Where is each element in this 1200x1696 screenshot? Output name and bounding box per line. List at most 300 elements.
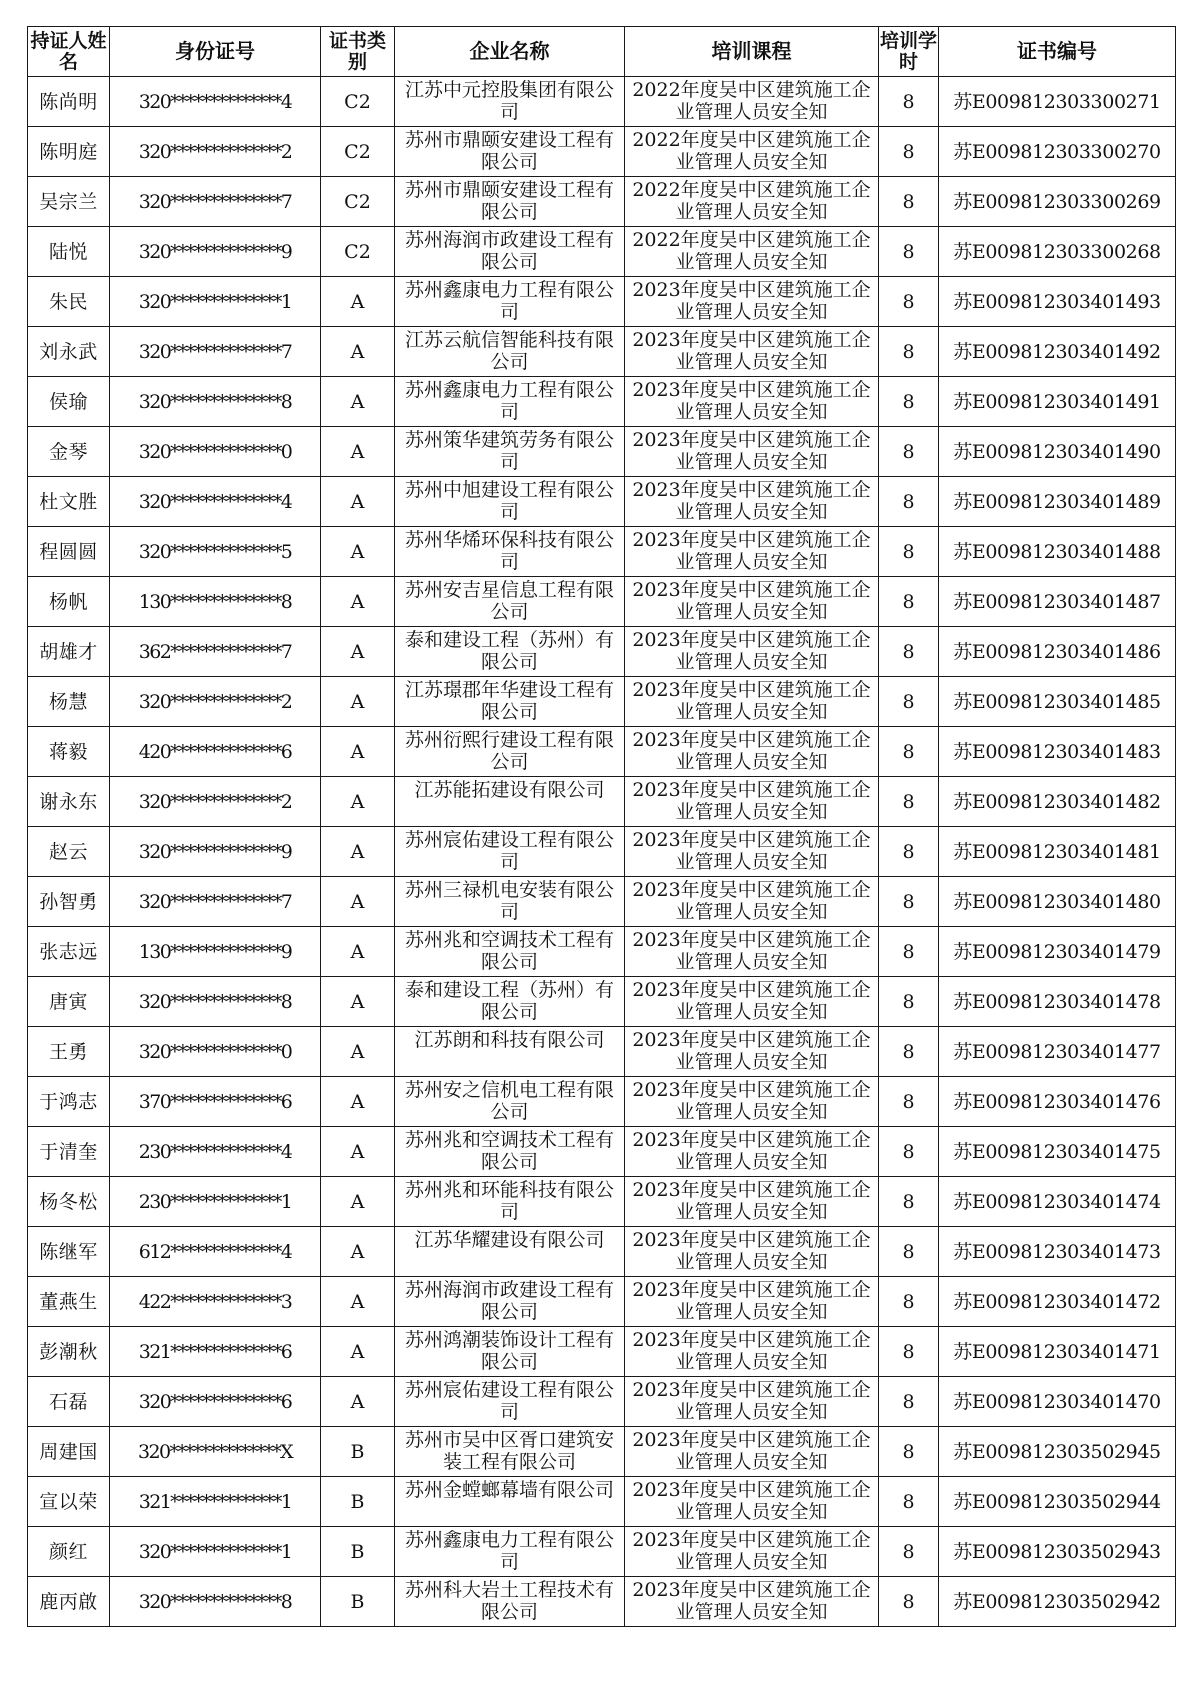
cell-certificate-number: 苏E009812303401483 bbox=[939, 727, 1176, 777]
cell-certificate-category: A bbox=[321, 1177, 395, 1227]
cell-company-name-text: 苏州安之信机电工程有限公司 bbox=[404, 1079, 614, 1123]
cell-certificate-category: C2 bbox=[321, 127, 395, 177]
cell-certificate-number: 苏E009812303300269 bbox=[939, 177, 1176, 227]
cell-training-hours: 8 bbox=[879, 77, 939, 127]
cell-id-number: 320**************X bbox=[110, 1427, 321, 1477]
cell-company-name-text: 苏州策华建筑劳务有限公司 bbox=[404, 429, 614, 473]
header-certificate-number: 证书编号 bbox=[939, 27, 1176, 77]
table-row bbox=[28, 927, 1176, 977]
cell-training-hours: 8 bbox=[879, 1277, 939, 1327]
table-row bbox=[28, 1277, 1176, 1327]
cell-training-course-text: 2023年度吴中区建筑施工企业管理人员安全知 bbox=[632, 579, 871, 623]
cell-training-course bbox=[625, 827, 879, 877]
cell-holder-name: 陈尚明 bbox=[28, 77, 110, 127]
cell-certificate-category: A bbox=[321, 1027, 395, 1077]
cell-company-name bbox=[395, 327, 625, 377]
cell-training-course-text: 2023年度吴中区建筑施工企业管理人员安全知 bbox=[632, 279, 871, 323]
table-row bbox=[28, 777, 1176, 827]
cell-training-course bbox=[625, 1477, 879, 1527]
cell-training-course bbox=[625, 577, 879, 627]
cell-training-course-text: 2023年度吴中区建筑施工企业管理人员安全知 bbox=[632, 479, 871, 523]
header-training-hours: 培训学时 bbox=[879, 27, 939, 77]
cell-holder-name: 朱民 bbox=[28, 277, 110, 327]
cell-company-name bbox=[395, 577, 625, 627]
cell-holder-name: 董燕生 bbox=[28, 1277, 110, 1327]
cell-company-name-text: 苏州宸佑建设工程有限公司 bbox=[404, 829, 614, 873]
cell-training-course-text: 2023年度吴中区建筑施工企业管理人员安全知 bbox=[632, 929, 871, 973]
cell-training-course bbox=[625, 1077, 879, 1127]
cell-certificate-number: 苏E009812303300271 bbox=[939, 77, 1176, 127]
cell-training-course-text: 2023年度吴中区建筑施工企业管理人员安全知 bbox=[632, 529, 871, 573]
table-row bbox=[28, 1577, 1176, 1627]
cell-id-number: 320**************0 bbox=[110, 1027, 321, 1077]
cell-training-course bbox=[625, 627, 879, 677]
cell-training-course bbox=[625, 427, 879, 477]
cell-company-name bbox=[395, 127, 625, 177]
cell-training-course-text: 2023年度吴中区建筑施工企业管理人员安全知 bbox=[632, 1079, 871, 1123]
header-certificate-category: 证书类别 bbox=[321, 27, 395, 77]
certificate-roster-sheet bbox=[27, 26, 1175, 1627]
table-row bbox=[28, 1177, 1176, 1227]
table-row bbox=[28, 277, 1176, 327]
cell-id-number: 320**************1 bbox=[110, 1527, 321, 1577]
cell-holder-name: 侯瑜 bbox=[28, 377, 110, 427]
cell-training-course-text: 2022年度吴中区建筑施工企业管理人员安全知 bbox=[632, 179, 871, 223]
cell-id-number: 320**************2 bbox=[110, 777, 321, 827]
cell-holder-name: 刘永武 bbox=[28, 327, 110, 377]
cell-holder-name: 杜文胜 bbox=[28, 477, 110, 527]
cell-company-name bbox=[395, 1227, 625, 1277]
cell-company-name-text: 苏州鸿潮装饰设计工程有限公司 bbox=[404, 1329, 614, 1373]
cell-certificate-number: 苏E009812303401475 bbox=[939, 1127, 1176, 1177]
cell-company-name-text: 苏州中旭建设工程有限公司 bbox=[404, 479, 614, 523]
cell-training-course bbox=[625, 127, 879, 177]
cell-training-course-text: 2023年度吴中区建筑施工企业管理人员安全知 bbox=[632, 1179, 871, 1223]
cell-holder-name: 张志远 bbox=[28, 927, 110, 977]
cell-training-hours: 8 bbox=[879, 727, 939, 777]
cell-certificate-category: A bbox=[321, 877, 395, 927]
header-company-name: 企业名称 bbox=[395, 27, 625, 77]
cell-id-number: 320**************0 bbox=[110, 427, 321, 477]
cell-company-name bbox=[395, 477, 625, 527]
cell-training-hours: 8 bbox=[879, 1127, 939, 1177]
cell-training-hours: 8 bbox=[879, 527, 939, 577]
cell-training-course bbox=[625, 677, 879, 727]
cell-company-name bbox=[395, 1477, 625, 1527]
cell-training-course-text: 2023年度吴中区建筑施工企业管理人员安全知 bbox=[632, 829, 871, 873]
cell-company-name bbox=[395, 827, 625, 877]
cell-holder-name: 陈继军 bbox=[28, 1227, 110, 1277]
cell-company-name bbox=[395, 777, 625, 827]
cell-id-number: 320**************8 bbox=[110, 377, 321, 427]
cell-training-hours: 8 bbox=[879, 377, 939, 427]
cell-training-hours: 8 bbox=[879, 1077, 939, 1127]
cell-certificate-category: A bbox=[321, 527, 395, 577]
table-row bbox=[28, 627, 1176, 677]
cell-training-course-text: 2023年度吴中区建筑施工企业管理人员安全知 bbox=[632, 1279, 871, 1323]
cell-training-course bbox=[625, 77, 879, 127]
cell-training-course bbox=[625, 277, 879, 327]
cell-training-course bbox=[625, 927, 879, 977]
cell-training-course-text: 2023年度吴中区建筑施工企业管理人员安全知 bbox=[632, 1379, 871, 1423]
table-row bbox=[28, 1327, 1176, 1377]
cell-training-course bbox=[625, 1027, 879, 1077]
cell-training-hours: 8 bbox=[879, 177, 939, 227]
cell-company-name-text: 苏州科大岩土工程技术有限公司 bbox=[404, 1579, 614, 1623]
cell-training-hours: 8 bbox=[879, 827, 939, 877]
cell-certificate-number: 苏E009812303401478 bbox=[939, 977, 1176, 1027]
cell-company-name bbox=[395, 977, 625, 1027]
cell-certificate-number: 苏E009812303300270 bbox=[939, 127, 1176, 177]
cell-training-hours: 8 bbox=[879, 1327, 939, 1377]
cell-certificate-number: 苏E009812303401471 bbox=[939, 1327, 1176, 1377]
cell-company-name bbox=[395, 1377, 625, 1427]
cell-training-course bbox=[625, 527, 879, 577]
cell-holder-name: 宣以荣 bbox=[28, 1477, 110, 1527]
cell-company-name bbox=[395, 1177, 625, 1227]
table-row bbox=[28, 527, 1176, 577]
cell-training-hours: 8 bbox=[879, 877, 939, 927]
cell-training-course bbox=[625, 1127, 879, 1177]
cell-holder-name: 周建国 bbox=[28, 1427, 110, 1477]
cell-certificate-category: B bbox=[321, 1527, 395, 1577]
table-row bbox=[28, 227, 1176, 277]
cell-company-name bbox=[395, 277, 625, 327]
cell-training-hours: 8 bbox=[879, 927, 939, 977]
cell-id-number: 612**************4 bbox=[110, 1227, 321, 1277]
cell-holder-name: 石磊 bbox=[28, 1377, 110, 1427]
header-holder-name: 持证人姓名 bbox=[28, 27, 110, 77]
cell-holder-name: 金琴 bbox=[28, 427, 110, 477]
cell-company-name bbox=[395, 1527, 625, 1577]
cell-company-name bbox=[395, 627, 625, 677]
cell-training-course bbox=[625, 1577, 879, 1627]
cell-certificate-category: A bbox=[321, 577, 395, 627]
cell-company-name bbox=[395, 677, 625, 727]
cell-company-name bbox=[395, 1327, 625, 1377]
cell-company-name-text: 苏州衍熙行建设工程有限公司 bbox=[404, 729, 614, 773]
cell-company-name-text: 苏州海润市政建设工程有限公司 bbox=[404, 229, 614, 273]
cell-id-number: 321**************1 bbox=[110, 1477, 321, 1527]
cell-id-number: 320**************8 bbox=[110, 1577, 321, 1627]
cell-training-course bbox=[625, 1427, 879, 1477]
table-row bbox=[28, 427, 1176, 477]
cell-training-course-text: 2023年度吴中区建筑施工企业管理人员安全知 bbox=[632, 679, 871, 723]
table-row bbox=[28, 1027, 1176, 1077]
cell-certificate-number: 苏E009812303502943 bbox=[939, 1527, 1176, 1577]
cell-certificate-number: 苏E009812303401491 bbox=[939, 377, 1176, 427]
cell-certificate-category: A bbox=[321, 1277, 395, 1327]
cell-training-course bbox=[625, 377, 879, 427]
header-id-number: 身份证号 bbox=[110, 27, 321, 77]
cell-training-hours: 8 bbox=[879, 977, 939, 1027]
cell-training-hours: 8 bbox=[879, 777, 939, 827]
cell-certificate-category: A bbox=[321, 627, 395, 677]
cell-certificate-number: 苏E009812303401470 bbox=[939, 1377, 1176, 1427]
cell-training-course-text: 2023年度吴中区建筑施工企业管理人员安全知 bbox=[632, 1529, 871, 1573]
cell-holder-name: 程圆圆 bbox=[28, 527, 110, 577]
cell-certificate-number: 苏E009812303401486 bbox=[939, 627, 1176, 677]
cell-holder-name: 胡雄才 bbox=[28, 627, 110, 677]
cell-certificate-category: C2 bbox=[321, 227, 395, 277]
cell-company-name-text: 苏州兆和空调技术工程有限公司 bbox=[404, 929, 614, 973]
cell-holder-name: 赵云 bbox=[28, 827, 110, 877]
cell-id-number: 320**************7 bbox=[110, 327, 321, 377]
cell-training-hours: 8 bbox=[879, 1477, 939, 1527]
cell-holder-name: 鹿丙啟 bbox=[28, 1577, 110, 1627]
cell-training-hours: 8 bbox=[879, 227, 939, 277]
cell-holder-name: 彭潮秋 bbox=[28, 1327, 110, 1377]
cell-company-name-text: 苏州鑫康电力工程有限公司 bbox=[404, 279, 614, 323]
cell-training-hours: 8 bbox=[879, 127, 939, 177]
cell-id-number: 320**************2 bbox=[110, 127, 321, 177]
cell-holder-name: 谢永东 bbox=[28, 777, 110, 827]
table-row bbox=[28, 677, 1176, 727]
cell-training-hours: 8 bbox=[879, 1527, 939, 1577]
header-training-course: 培训课程 bbox=[625, 27, 879, 77]
cell-company-name-text: 苏州市鼎颐安建设工程有限公司 bbox=[404, 129, 614, 173]
cell-certificate-category: A bbox=[321, 377, 395, 427]
cell-id-number: 320**************7 bbox=[110, 177, 321, 227]
table-row bbox=[28, 877, 1176, 927]
table-row bbox=[28, 377, 1176, 427]
cell-holder-name: 唐寅 bbox=[28, 977, 110, 1027]
cell-company-name-text: 苏州市鼎颐安建设工程有限公司 bbox=[404, 179, 614, 223]
cell-company-name bbox=[395, 1277, 625, 1327]
cell-certificate-number: 苏E009812303401482 bbox=[939, 777, 1176, 827]
cell-training-hours: 8 bbox=[879, 1227, 939, 1277]
cell-company-name bbox=[395, 1027, 625, 1077]
cell-id-number: 362**************7 bbox=[110, 627, 321, 677]
cell-id-number: 130**************9 bbox=[110, 927, 321, 977]
cell-company-name-text: 江苏能拓建设有限公司 bbox=[414, 779, 605, 801]
cell-training-course bbox=[625, 1177, 879, 1227]
table-row bbox=[28, 1427, 1176, 1477]
cell-certificate-number: 苏E009812303401485 bbox=[939, 677, 1176, 727]
cell-company-name bbox=[395, 1427, 625, 1477]
cell-holder-name: 蒋毅 bbox=[28, 727, 110, 777]
cell-certificate-category: A bbox=[321, 477, 395, 527]
cell-id-number: 320**************9 bbox=[110, 227, 321, 277]
table-row bbox=[28, 1527, 1176, 1577]
cell-certificate-category: B bbox=[321, 1477, 395, 1527]
cell-company-name bbox=[395, 927, 625, 977]
cell-training-course-text: 2023年度吴中区建筑施工企业管理人员安全知 bbox=[632, 1579, 871, 1623]
cell-id-number: 320**************2 bbox=[110, 677, 321, 727]
cell-training-course bbox=[625, 477, 879, 527]
cell-company-name bbox=[395, 1127, 625, 1177]
cell-certificate-number: 苏E009812303401473 bbox=[939, 1227, 1176, 1277]
cell-id-number: 320**************4 bbox=[110, 77, 321, 127]
cell-id-number: 422**************3 bbox=[110, 1277, 321, 1327]
cell-company-name-text: 苏州安吉星信息工程有限公司 bbox=[404, 579, 614, 623]
cell-certificate-category: C2 bbox=[321, 177, 395, 227]
cell-training-course bbox=[625, 327, 879, 377]
cell-holder-name: 吴宗兰 bbox=[28, 177, 110, 227]
cell-certificate-number: 苏E009812303401472 bbox=[939, 1277, 1176, 1327]
cell-training-course bbox=[625, 1327, 879, 1377]
header-row bbox=[28, 27, 1176, 77]
cell-holder-name: 杨帆 bbox=[28, 577, 110, 627]
cell-company-name-text: 苏州兆和空调技术工程有限公司 bbox=[404, 1129, 614, 1173]
cell-holder-name: 王勇 bbox=[28, 1027, 110, 1077]
cell-company-name-text: 泰和建设工程（苏州）有限公司 bbox=[404, 629, 614, 673]
cell-company-name bbox=[395, 1577, 625, 1627]
cell-training-course-text: 2022年度吴中区建筑施工企业管理人员安全知 bbox=[632, 229, 871, 273]
cell-training-course-text: 2023年度吴中区建筑施工企业管理人员安全知 bbox=[632, 1479, 871, 1523]
cell-certificate-category: B bbox=[321, 1427, 395, 1477]
cell-holder-name: 于鸿志 bbox=[28, 1077, 110, 1127]
cell-certificate-number: 苏E009812303401476 bbox=[939, 1077, 1176, 1127]
cell-training-hours: 8 bbox=[879, 577, 939, 627]
cell-certificate-category: A bbox=[321, 427, 395, 477]
table-row bbox=[28, 127, 1176, 177]
cell-training-course bbox=[625, 727, 879, 777]
table-row bbox=[28, 1227, 1176, 1277]
cell-company-name-text: 苏州鑫康电力工程有限公司 bbox=[404, 379, 614, 423]
cell-training-hours: 8 bbox=[879, 427, 939, 477]
cell-training-course-text: 2023年度吴中区建筑施工企业管理人员安全知 bbox=[632, 729, 871, 773]
table-header bbox=[28, 27, 1176, 77]
cell-company-name-text: 泰和建设工程（苏州）有限公司 bbox=[404, 979, 614, 1023]
cell-company-name-text: 苏州三禄机电安装有限公司 bbox=[404, 879, 614, 923]
cell-company-name-text: 苏州海润市政建设工程有限公司 bbox=[404, 1279, 614, 1323]
cell-training-course-text: 2023年度吴中区建筑施工企业管理人员安全知 bbox=[632, 1229, 871, 1273]
cell-certificate-category: A bbox=[321, 927, 395, 977]
cell-company-name-text: 江苏中元控股集团有限公司 bbox=[404, 79, 614, 123]
cell-training-course-text: 2023年度吴中区建筑施工企业管理人员安全知 bbox=[632, 429, 871, 473]
cell-company-name bbox=[395, 377, 625, 427]
table-row bbox=[28, 327, 1176, 377]
cell-company-name-text: 江苏华耀建设有限公司 bbox=[414, 1229, 605, 1251]
cell-id-number: 320**************7 bbox=[110, 877, 321, 927]
table-row bbox=[28, 1127, 1176, 1177]
cell-certificate-category: A bbox=[321, 777, 395, 827]
cell-certificate-category: A bbox=[321, 1377, 395, 1427]
cell-company-name-text: 江苏朗和科技有限公司 bbox=[414, 1029, 605, 1051]
cell-company-name-text: 苏州鑫康电力工程有限公司 bbox=[404, 1529, 614, 1573]
cell-company-name-text: 江苏云航信智能科技有限公司 bbox=[404, 329, 614, 373]
cell-company-name bbox=[395, 227, 625, 277]
cell-certificate-number: 苏E009812303401480 bbox=[939, 877, 1176, 927]
cell-company-name bbox=[395, 727, 625, 777]
cell-company-name bbox=[395, 427, 625, 477]
cell-certificate-category: A bbox=[321, 727, 395, 777]
cell-holder-name: 陈明庭 bbox=[28, 127, 110, 177]
cell-training-hours: 8 bbox=[879, 627, 939, 677]
cell-training-course bbox=[625, 1527, 879, 1577]
cell-id-number: 320**************5 bbox=[110, 527, 321, 577]
cell-training-course bbox=[625, 1277, 879, 1327]
cell-id-number: 420**************6 bbox=[110, 727, 321, 777]
cell-certificate-number: 苏E009812303300268 bbox=[939, 227, 1176, 277]
cell-company-name bbox=[395, 77, 625, 127]
cell-training-course bbox=[625, 977, 879, 1027]
cell-certificate-number: 苏E009812303401479 bbox=[939, 927, 1176, 977]
cell-id-number: 320**************4 bbox=[110, 477, 321, 527]
cell-certificate-number: 苏E009812303401492 bbox=[939, 327, 1176, 377]
cell-training-course bbox=[625, 1377, 879, 1427]
cell-training-course-text: 2023年度吴中区建筑施工企业管理人员安全知 bbox=[632, 329, 871, 373]
cell-training-course-text: 2023年度吴中区建筑施工企业管理人员安全知 bbox=[632, 1129, 871, 1173]
cell-holder-name: 于清奎 bbox=[28, 1127, 110, 1177]
cell-certificate-category: C2 bbox=[321, 77, 395, 127]
cell-training-hours: 8 bbox=[879, 1377, 939, 1427]
cell-training-course bbox=[625, 177, 879, 227]
table-row bbox=[28, 1077, 1176, 1127]
cell-id-number: 230**************4 bbox=[110, 1127, 321, 1177]
cell-company-name-text: 苏州兆和环能科技有限公司 bbox=[404, 1179, 614, 1223]
cell-certificate-category: B bbox=[321, 1577, 395, 1627]
cell-certificate-number: 苏E009812303401474 bbox=[939, 1177, 1176, 1227]
table-row bbox=[28, 727, 1176, 777]
cell-id-number: 130**************8 bbox=[110, 577, 321, 627]
cell-certificate-number: 苏E009812303401489 bbox=[939, 477, 1176, 527]
table-row bbox=[28, 577, 1176, 627]
table-row bbox=[28, 827, 1176, 877]
cell-training-course-text: 2023年度吴中区建筑施工企业管理人员安全知 bbox=[632, 779, 871, 823]
cell-id-number: 320**************9 bbox=[110, 827, 321, 877]
table-row bbox=[28, 177, 1176, 227]
cell-certificate-number: 苏E009812303502944 bbox=[939, 1477, 1176, 1527]
cell-training-course-text: 2023年度吴中区建筑施工企业管理人员安全知 bbox=[632, 1329, 871, 1373]
cell-holder-name: 杨慧 bbox=[28, 677, 110, 727]
cell-holder-name: 孙智勇 bbox=[28, 877, 110, 927]
cell-company-name bbox=[395, 877, 625, 927]
table-row bbox=[28, 1477, 1176, 1527]
cell-certificate-category: A bbox=[321, 977, 395, 1027]
cell-training-hours: 8 bbox=[879, 477, 939, 527]
cell-certificate-number: 苏E009812303401487 bbox=[939, 577, 1176, 627]
cell-training-course bbox=[625, 777, 879, 827]
cell-id-number: 321**************6 bbox=[110, 1327, 321, 1377]
cell-certificate-number: 苏E009812303401490 bbox=[939, 427, 1176, 477]
cell-training-course bbox=[625, 227, 879, 277]
cell-training-hours: 8 bbox=[879, 327, 939, 377]
cell-certificate-category: A bbox=[321, 327, 395, 377]
cell-certificate-number: 苏E009812303502945 bbox=[939, 1427, 1176, 1477]
cell-certificate-category: A bbox=[321, 1227, 395, 1277]
table-row bbox=[28, 477, 1176, 527]
cell-certificate-category: A bbox=[321, 1327, 395, 1377]
table-body bbox=[28, 77, 1176, 1627]
table-row bbox=[28, 77, 1176, 127]
cell-certificate-category: A bbox=[321, 277, 395, 327]
cell-certificate-number: 苏E009812303401488 bbox=[939, 527, 1176, 577]
cell-certificate-number: 苏E009812303401481 bbox=[939, 827, 1176, 877]
certificate-roster-table bbox=[27, 26, 1176, 1627]
cell-training-hours: 8 bbox=[879, 1577, 939, 1627]
cell-training-course-text: 2022年度吴中区建筑施工企业管理人员安全知 bbox=[632, 79, 871, 123]
cell-id-number: 320**************1 bbox=[110, 277, 321, 327]
cell-training-course-text: 2023年度吴中区建筑施工企业管理人员安全知 bbox=[632, 1029, 871, 1073]
cell-holder-name: 颜红 bbox=[28, 1527, 110, 1577]
cell-training-course bbox=[625, 1227, 879, 1277]
cell-certificate-number: 苏E009812303502942 bbox=[939, 1577, 1176, 1627]
cell-training-course-text: 2023年度吴中区建筑施工企业管理人员安全知 bbox=[632, 629, 871, 673]
cell-training-course-text: 2023年度吴中区建筑施工企业管理人员安全知 bbox=[632, 979, 871, 1023]
cell-id-number: 320**************6 bbox=[110, 1377, 321, 1427]
cell-training-hours: 8 bbox=[879, 277, 939, 327]
cell-training-hours: 8 bbox=[879, 677, 939, 727]
cell-certificate-category: A bbox=[321, 1077, 395, 1127]
cell-id-number: 230**************1 bbox=[110, 1177, 321, 1227]
cell-certificate-category: A bbox=[321, 1127, 395, 1177]
cell-holder-name: 陆悦 bbox=[28, 227, 110, 277]
cell-training-hours: 8 bbox=[879, 1027, 939, 1077]
table-row bbox=[28, 977, 1176, 1027]
cell-company-name-text: 苏州市吴中区胥口建筑安装工程有限公司 bbox=[404, 1429, 614, 1473]
